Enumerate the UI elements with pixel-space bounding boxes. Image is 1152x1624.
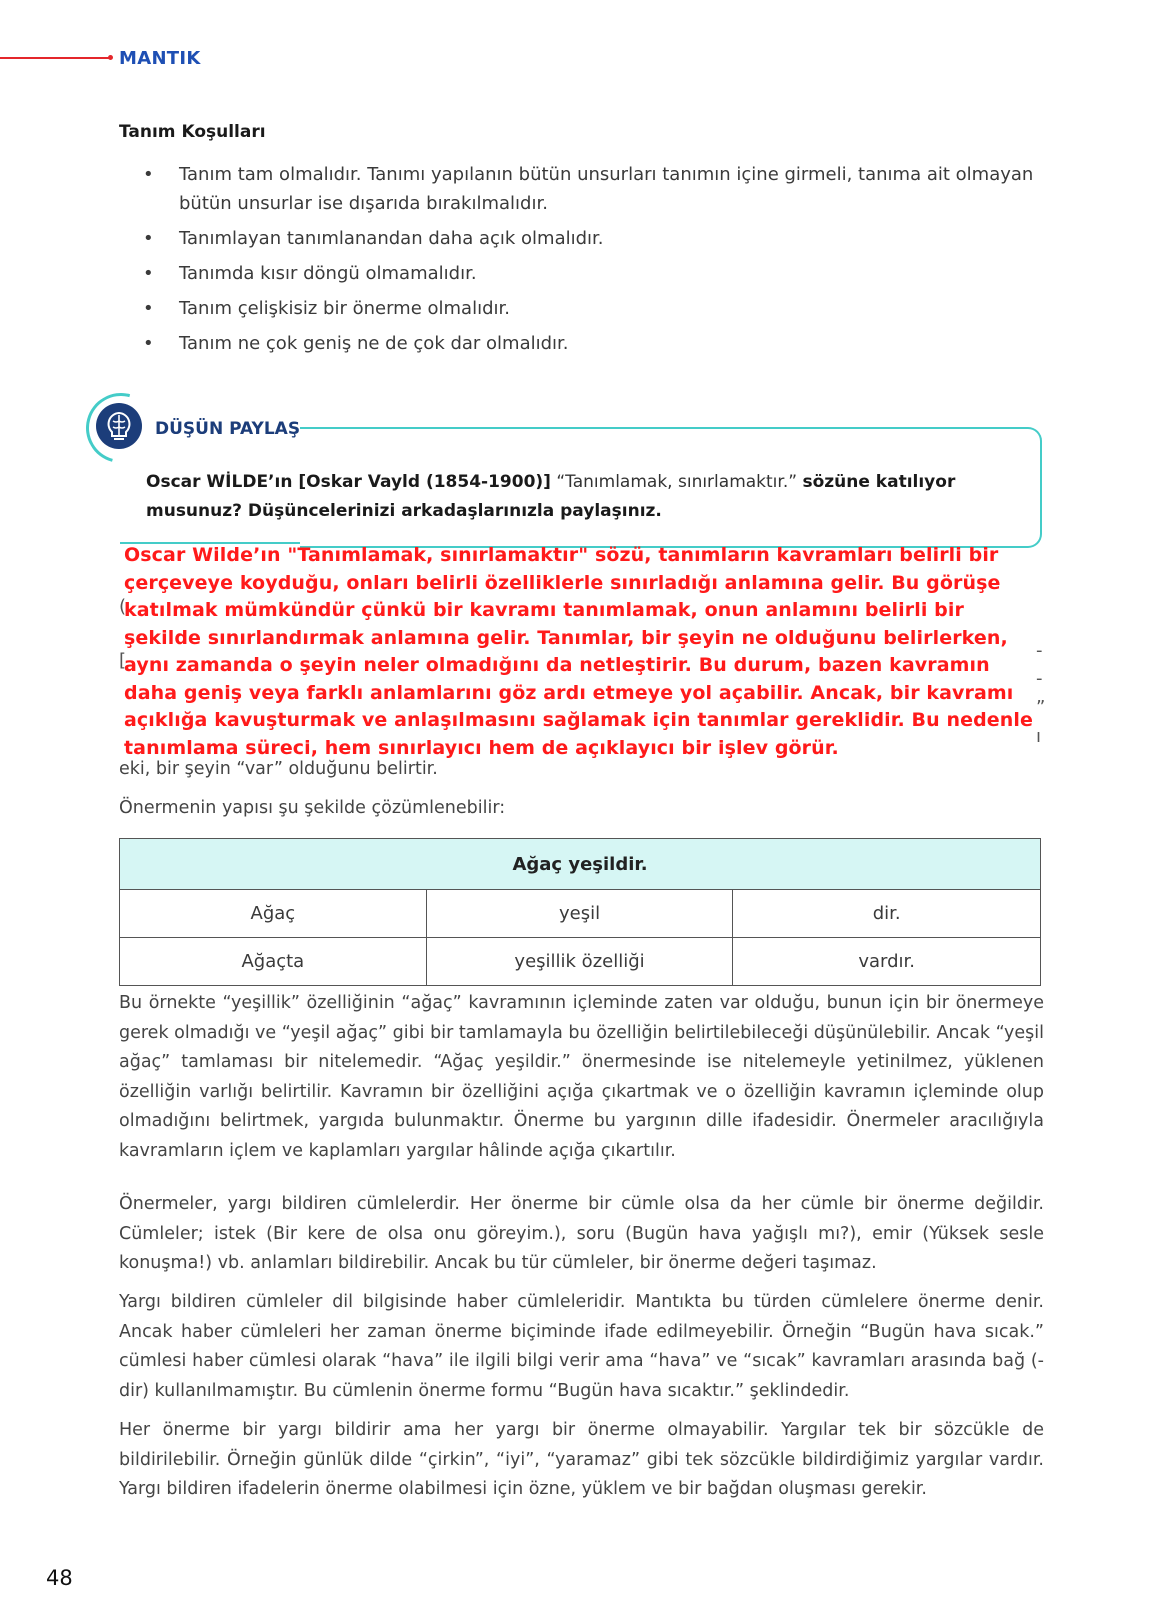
list-item bbox=[140, 160, 1040, 218]
list-item bbox=[140, 329, 1040, 358]
body-paragraph: Her önerme bir yargı bildirir ama her yargı bir önerme olmayabilir. Yargılar tek bir sözcükle de bildirilebilir. Örneğin günlük dilde “çirkin”, “iyi”, “yaramaz” gibi tek sözcükle bildirdiğimiz yargılar vardır. Yargı bildiren ifadelerin önerme olabilmesi için özne, yüklem ve bir bağdan oluşması gerekir. bbox=[119, 1420, 1044, 1499]
hidden-text-fragment: [ bbox=[119, 650, 127, 671]
table-cell: yeşil bbox=[426, 890, 733, 938]
brain-lightbulb-icon bbox=[96, 403, 142, 449]
table-cell: yeşillik özelliği bbox=[426, 938, 733, 986]
quote-author: Oscar WİLDE’ın [Oskar Vayld (1854-1900)] bbox=[146, 472, 551, 492]
bullet-marker: • bbox=[143, 263, 154, 284]
think-share-title: DÜŞÜN PAYLAŞ bbox=[155, 419, 301, 439]
list-item-text: Tanım ne çok geniş ne de çok dar olmalıdır. bbox=[179, 333, 569, 354]
think-share-question bbox=[146, 468, 1026, 526]
table-cell: Ağaçta bbox=[120, 938, 427, 986]
list-item-text: Tanımda kısır döngü olmamalıdır. bbox=[179, 263, 477, 284]
page-number: 48 bbox=[46, 1566, 73, 1590]
bullet-marker: • bbox=[143, 164, 154, 185]
table-header-cell: Ağaç yeşildir. bbox=[120, 839, 1041, 890]
list-item-text: Tanım tam olmalıdır. Tanımı yapılanın bütün unsurları tanımın içine girmeli, tanıma ait olmayan bütün unsurlar ise dışarıda bırakılmalıdır. bbox=[179, 164, 1034, 214]
conditions-list bbox=[140, 160, 1040, 364]
list-item-text: Tanım çelişkisiz bir önerme olmalıdır. bbox=[179, 298, 510, 319]
table-cell: vardır. bbox=[733, 938, 1041, 986]
body-paragraph: Bu örnekte “yeşillik” özelliğinin “ağaç” kavramının içleminde zaten var olduğu, bunun için bir önermeye gerek olmadığı ve “yeşil ağaç” gibi bir tamlamayla bu özelliğin belirtilebileceği düşünülebilir. Ancak “yeşil ağaç” tamlaması bir nitelemedir. “Ağaç yeşildir.” önermesinde ise nitelemeyle yetinilmez, yüklenen özelliğin varlığı belirtilir. Kavramın bir özelliğini açığa çıkartmak ve o özelliğin kavramın içleminde olup olmadığını belirtmek, yargıda bulunmaktır. Önerme bu yargının dille ifadesidir. Önermeler aracılığıyla kavramların içlem ve kaplamları yargılar hâlinde açığa çıkartılır. bbox=[119, 993, 1044, 1161]
body-paragraph: Yargı bildiren cümleler dil bilgisinde haber cümleleridir. Mantıkta bu türden cümlelere önerme denir. Ancak haber cümleleri her zaman önerme biçiminde ifade edilmeyebilir. Örneğin “Bugün hava sıcak.” cümlesi haber cümlesi olarak “hava” ile ilgili bilgi verir ama “hava” ve “sıcak” kavramları arasında bağ (-dir) kullanılmamıştır. Bu cümlenin önerme formu “Bugün hava sıcaktır.” şeklindedir. bbox=[119, 1292, 1044, 1401]
section-title: Tanım Koşulları bbox=[119, 122, 266, 142]
header-title: MANTIK bbox=[119, 48, 201, 69]
overlay-continuation: eki, bir şeyin “var” olduğunu belirtir. bbox=[119, 759, 438, 779]
bullet-marker: • bbox=[143, 298, 154, 319]
hidden-text-fragment: ı bbox=[1036, 726, 1042, 747]
quote-text: “Tanımlamak, sınırlamaktır.” bbox=[556, 472, 798, 492]
list-item-text: Tanımlayan tanımlanandan daha açık olmalıdır. bbox=[179, 228, 604, 249]
hidden-text-fragment: ” bbox=[1036, 697, 1046, 718]
list-item bbox=[140, 294, 1040, 323]
list-item bbox=[140, 224, 1040, 253]
hidden-text-fragment: - bbox=[1036, 640, 1043, 661]
header-rule bbox=[0, 57, 112, 59]
table-cell: dir. bbox=[733, 890, 1041, 938]
hidden-text-fragment: ( bbox=[119, 596, 127, 617]
body-paragraph: Önermeler, yargı bildiren cümlelerdir. Her önerme bir cümle olsa da her cümle bir önerme değildir. Cümleler; istek (Bir kere de olsa onu göreyim.), soru (Bugün hava yağışlı mı?), emir (Yüksek sesle konuşma!) vb. anlamları bildirebilir. Ancak bu tür cümleler, bir önerme değeri taşımaz. bbox=[119, 1194, 1044, 1273]
analysis-table bbox=[119, 838, 1041, 986]
answer-overlay-text: Oscar Wilde’ın "Tanımlamak, sınırlamaktır" sözü, tanımların kavramları belirli bir çerçeveye koyduğu, onları belirli özelliklerle sınırladığı anlamına gelir. Bu görüşe katılmak mümkündür çünkü bir kavramı tanımlamak, onun anlamını belirli bir şekilde sınırlandırmak anlamına gelir. Tanımlar, bir şeyin ne olduğunu belirlerken, aynı zamanda o şeyin neler olmadığını da netleştirir. Bu durum, bazen kavramın daha geniş veya farklı anlamlarını göz ardı etmeye yol açabilir. Ancak, bir kavramı açıklığa kavuşturmak ve anlaşılmasını sağlamak için tanımlar gereklidir. Bu nedenle tanımlama süreci, hem sınırlayıcı hem de açıklayıcı bir işlev görür. bbox=[124, 544, 1033, 759]
list-item bbox=[140, 259, 1040, 288]
table-cell: Ağaç bbox=[120, 890, 427, 938]
table-row bbox=[120, 938, 1041, 986]
question-text: sözüne katılıyor musunuz? Düşüncelerinizi arkadaşlarınızla paylaşınız. bbox=[146, 472, 956, 521]
table-row bbox=[120, 890, 1041, 938]
bullet-marker: • bbox=[143, 228, 154, 249]
hidden-text-fragment: - bbox=[1036, 668, 1043, 689]
header-rule-dot bbox=[108, 55, 113, 60]
bullet-marker: • bbox=[143, 333, 154, 354]
structure-intro: Önermenin yapısı şu şekilde çözümlenebilir: bbox=[119, 798, 506, 818]
table-header-row bbox=[120, 839, 1041, 890]
